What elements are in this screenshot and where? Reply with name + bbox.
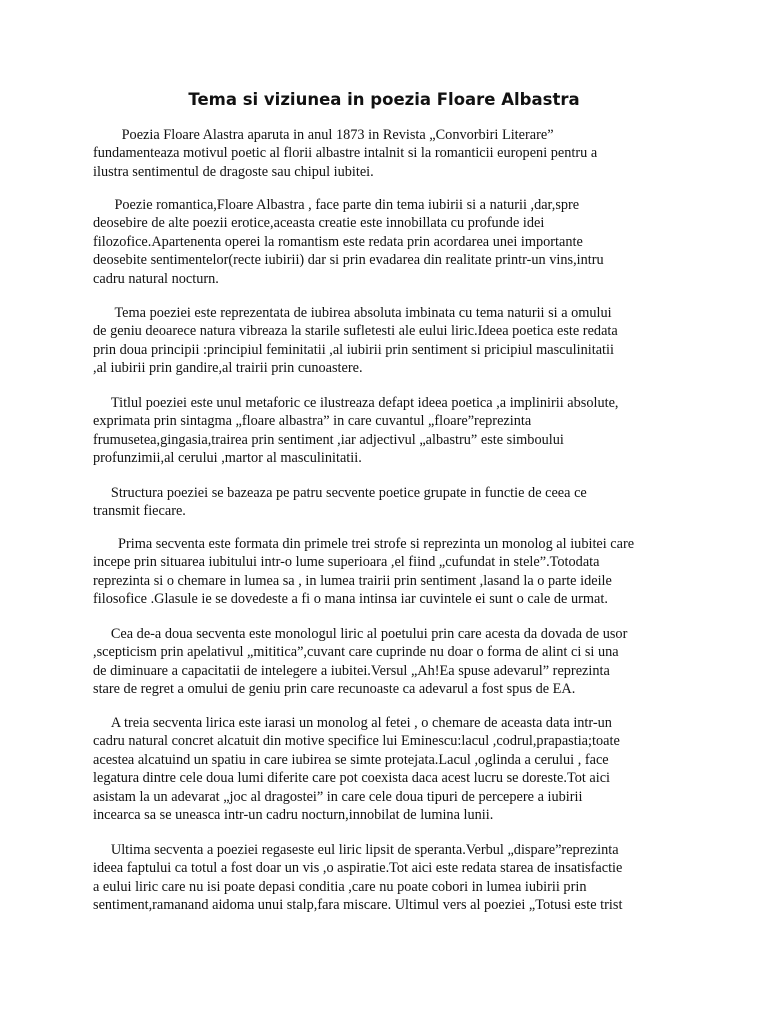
- paragraph-8: [93, 714, 688, 824]
- text-line: prin doua principii :principiul feminitatii ,al iubirii prin sentiment si pricipiul masculinitatii: [93, 341, 614, 358]
- paragraph-7: [93, 625, 688, 699]
- text-line: frumusetea,gingasia,trairea prin sentiment ,iar adjectivul „albastru” este simboului: [93, 431, 564, 448]
- text-line: filosofice .Glasule ie se dovedeste a fi o mana intinsa iar cuvintele ei sunt o cale de urmat.: [93, 591, 608, 608]
- text-line: incearca sa se uneasca intr-un cadru nocturn,innobilat de lumina lunii.: [93, 807, 494, 824]
- text-line: cadru natural nocturn.: [93, 270, 219, 287]
- text-line: ,al iubirii prin gandire,al trairii prin cunoastere.: [93, 360, 363, 377]
- text-line: Titlul poeziei este unul metaforic ce ilustreaza defapt ideea poetica ,a implinirii absolute,: [93, 395, 619, 411]
- paragraph-1: [93, 126, 688, 181]
- paragraph-9: [93, 841, 688, 915]
- text-line: exprimata prin sintagma „floare albastra” in care cuvantul „floare”reprezinta: [93, 413, 532, 430]
- text-line: a eului liric care nu isi poate depasi conditia ,care nu poate cobori in lumea iubirii prin: [93, 878, 587, 895]
- text-line: reprezinta si o chemare in lumea sa , in lumea trairii prin sentiment ,lasand la o parte ideile: [93, 572, 612, 589]
- text-line: ideea faptului ca totul a fost doar un vis ,o aspiratie.Tot aici este redata starea de insatisfactie: [93, 860, 623, 877]
- text-line: Tema poeziei este reprezentata de iubirea absoluta imbinata cu tema naturii si a omului: [93, 305, 612, 321]
- paragraph-2: [93, 196, 688, 288]
- text-line: Poezie romantica,Floare Albastra , face parte din tema iubirii si a naturii ,dar,spre: [93, 197, 580, 213]
- text-line: incepe prin situarea iubitului intr-o lume superioara ,el fiind „cufundat in stele”.Totodata: [93, 554, 600, 571]
- text-line: asistam la un adevarat „joc al dragostei” in care cele doua tipuri de percepere a iubirii: [93, 788, 583, 805]
- text-line: Prima secventa este formata din primele trei strofe si reprezinta un monolog al iubitei care: [93, 536, 635, 552]
- text-line: de geniu deoarece natura vibreaza la starile sufletesti ale eului liric.Ideea poetica este redata: [93, 323, 618, 340]
- text-line: acestea alcatuind un spatiu in care iubirea se simte protejata.Lacul ,oglinda a cerului , face: [93, 751, 609, 768]
- paragraph-3: [93, 304, 688, 378]
- text-line: Structura poeziei se bazeaza pe patru secvente poetice grupate in functie de ceea ce: [93, 485, 587, 501]
- text-line: sentiment,ramanand aidoma unui stalp,fara miscare. Ultimul vers al poeziei „Totusi este trist: [93, 897, 623, 914]
- document-title: Tema si viziunea in poezia Floare Albastra: [188, 90, 580, 109]
- text-line: ,scepticism prin apelativul „mititica”,cuvant care cuprinde nu doar o forma de alint ci si una: [93, 644, 619, 661]
- paragraph-4: [93, 394, 688, 468]
- text-line: deosebite sentimentelor(recte iubirii) dar si prin evadarea din realitate printr-un vins,intru: [93, 252, 604, 269]
- text-line: Poezia Floare Alastra aparuta in anul 1873 in Revista „Convorbiri Literare”: [93, 127, 554, 143]
- text-line: profunzimii,al cerului ,martor al masculinitatii.: [93, 450, 362, 467]
- text-line: transmit fiecare.: [93, 503, 186, 520]
- text-line: deosebire de alte poezii erotice,aceasta creatie este innobillata cu profunde idei: [93, 215, 545, 232]
- text-line: fundamenteaza motivul poetic al florii albastre intalnit si la romanticii europeni pentru a: [93, 145, 598, 162]
- paragraph-5: [93, 484, 688, 521]
- text-line: A treia secventa lirica este iarasi un monolog al fetei , o chemare de aceasta data intr-un: [93, 715, 612, 731]
- text-line: Cea de-a doua secventa este monologul liric al poetului prin care acesta da dovada de usor: [93, 626, 628, 642]
- text-line: ilustra sentimentul de dragoste sau chipul iubitei.: [93, 163, 374, 180]
- text-line: cadru natural concret alcatuit din motive specifice lui Eminescu:lacul ,codrul,prapastia;toate: [93, 733, 620, 750]
- text-line: Ultima secventa a poeziei regaseste eul liric lipsit de speranta.Verbul „dispare”reprezinta: [93, 842, 619, 858]
- text-line: filozofice.Apartenenta operei la romantism este redata prin acordarea unei importante: [93, 233, 583, 250]
- text-line: de diminuare a capacitatii de intelegere a iubitei.Versul „Ah!Ea spuse adevarul” reprezinta: [93, 662, 610, 679]
- paragraph-6: [93, 535, 688, 609]
- text-line: stare de regret a omului de geniu prin care recunoaste ca adevarul a fost spus de EA.: [93, 681, 576, 698]
- text-line: legatura dintre cele doua lumi diferite care pot coexista daca acest lucru se doreste.Tot aici: [93, 770, 611, 787]
